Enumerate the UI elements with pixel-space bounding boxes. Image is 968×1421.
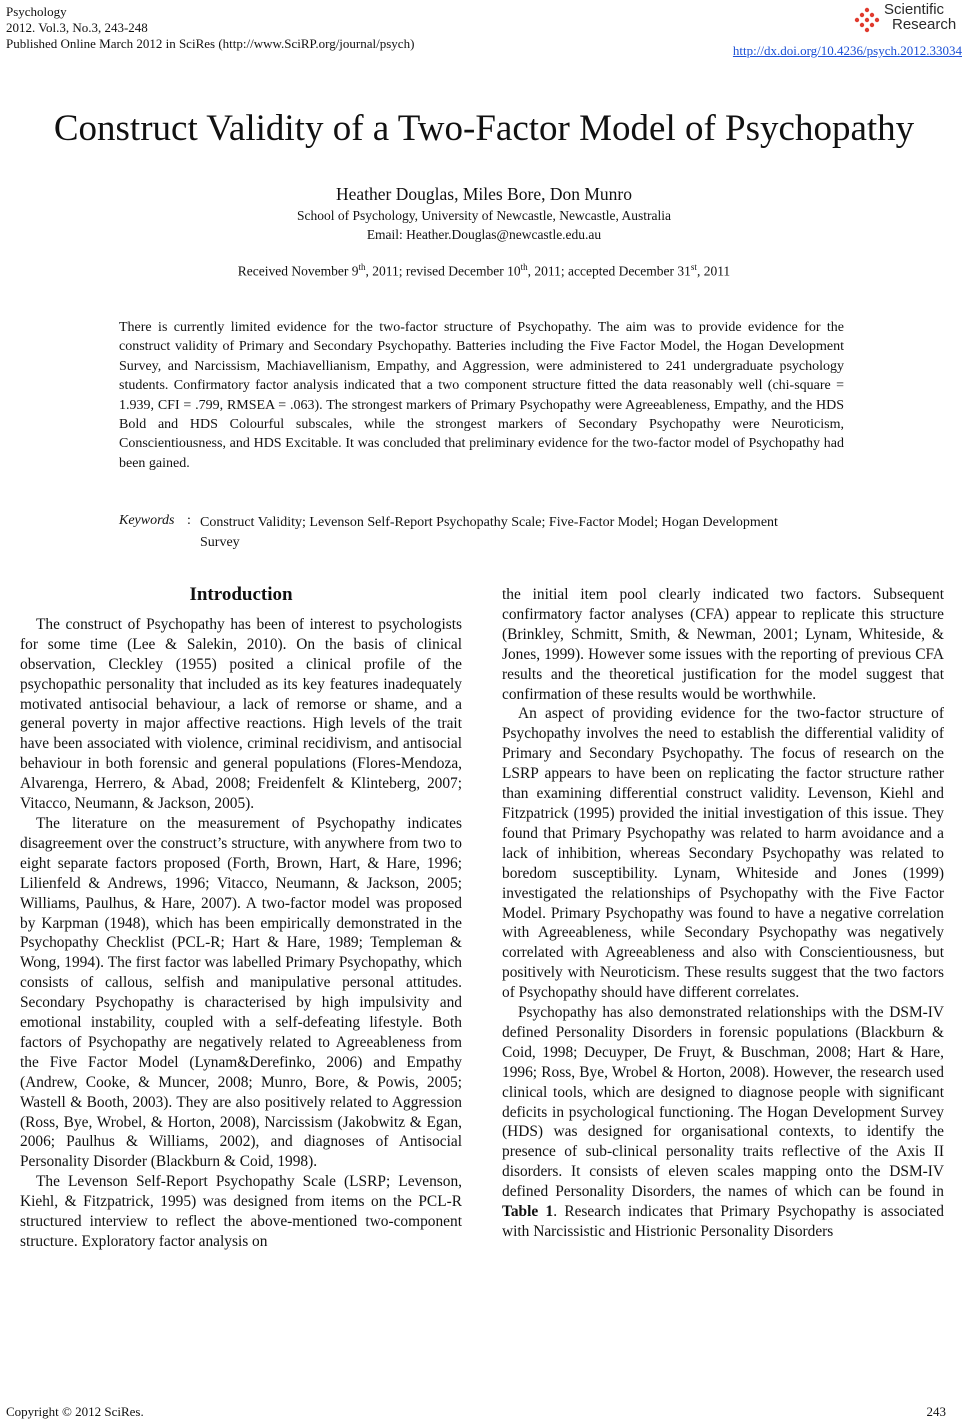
paragraph: The literature on the measurement of Psychopathy indicates disagreement over the construct’s structure, with anywhere from two to eight separate factors proposed (Forth, Brown, Hart, & Hare, 1996; Lilienfeld & Andrews, 1996; Vitacco, Neumann, & Jackson, 2005; Williams, Paulhus, & Hare, 2007). A two-factor model was proposed by Karpman (1948), which has been empirically demonstrated in the Psychopathy Checklist (PCL-R; Hart & Hare, 1989; Templeman & Wong, 1994). The first factor was labelled Primary Psychopathy, which consists of callous, selfish and manipulative personal attitudes. Secondary Psychopathy is characterised by high impulsivity and emotional instability, coupled with a self-defeating lifestyle. Both factors of Psychopathy are negatively related to Agreeableness from the Five Factor Model (Lynam&Derefinko, 2006) and Empathy (Andrew, Cooke, & Muncer, 2008; Munro, Bore, & Powis, 2005; Wastell & Booth, 2003). They are also positively related to Aggression (Ross, Bye, Wrobel, & Horton, 2008), Narcissism (Jakobwitz & Egan, 2006; Paulhus & Williams, 2002), and diagnoses of Antisocial Personality Disorder (Blackburn & Coid, 1998). — [20, 814, 462, 1171]
paragraph: Psychopathy has also demonstrated relationships with the DSM-IV defined Personality Disorders in forensic populations (Blackburn & Coid, 1998; Decuyper, De Fruyt, & Buschman, 2008; Hart & Hare, 1996; Ross, Bye, Wrobel & Horton, 2008). However, the research used clinical tools, which are designed to diagnose people with significant deficits in psychological functioning. The Hogan Development Survey (HDS) was designed for organisational contexts, to identify the presence of sub-clinical personality traits reflective of the Axis II disorders. It consists of eleven scales mapping onto the DSM-IV defined Personality Disorders, the names of which can be found in Table 1. Research indicates that Primary Psychopathy is associated with Narcissistic and Histrionic Personality Disorders — [502, 1004, 944, 1240]
abstract: There is currently limited evidence for the two-factor structure of Psychopathy. The aim was to provide evidence for the construct validity of Primary and Secondary Psychopathy. Batteries including the Five Factor Model, the Hogan Development Survey, and Narcissism, Machiavellianism, Empathy, and Aggression, were administered to 241 undergraduate psychology students. Confirmatory factor analysis indicated that a two component structure fitted the data reasonably well (chi-square = 1.939, CFI = .799, RMSEA = .063). The strongest markers of Primary Psychopathy were Agreeableness, Empathy, and the HDS Bold and HDS Colourful subscales, while the strongest markers of Secondary Psychopathy were Neuroticism, Conscientiousness, and HDS Excitable. It was concluded that preliminary evidence for the two-factor model of Psychopathy had been gained. — [119, 320, 844, 471]
introduction-heading: Introduction — [189, 584, 293, 605]
authors: Heather Douglas, Miles Bore, Don Munro — [336, 184, 632, 204]
left-column — [20, 585, 462, 1252]
logo-line-1: Scientific — [884, 1, 945, 18]
paragraph: the initial item pool clearly indicated two factors. Subsequent confirmatory factor analyses (CFA) appear to replicate this structure (Brinkley, Schmitt, Smith, & Newman, 2001; Lynam, Whiteside, & Jones, 1999). However some issues with the reporting of previous CFA results and the theoretical justification for the model suggest that confirmation of these results would be worthwhile. — [502, 586, 944, 703]
published-line: Published Online March 2012 in SciRes (http://www.SciRP.org/journal/psych) — [6, 36, 415, 51]
received-dates: Received November 9th, 2011; revised December 10th, 2011; accepted December 31st, 2011 — [237, 262, 731, 279]
journal-name: Psychology — [6, 4, 67, 19]
doi-link[interactable]: http://dx.doi.org/10.4236/psych.2012.33034 — [732, 43, 962, 58]
keywords-text: Construct Validity; Levenson Self-Report Psychopathy Scale; Five-Factor Model; Hogan Development Survey — [200, 515, 778, 550]
journal-header — [6, 4, 414, 52]
article-title: Construct Validity of a Two-Factor Model of Psychopathy — [53, 108, 915, 149]
keywords-colon: : — [187, 513, 191, 528]
scientific-research-logo — [852, 2, 962, 38]
affiliation: School of Psychology, University of Newcastle, Newcastle, Australia — [296, 208, 672, 223]
paragraph: The construct of Psychopathy has been of interest to psychologists for some time (Lee & Salekin, 2010). On the basis of clinical observation, Cleckley (1955) posited a clinical profile of the psychopathic personality that included as its key features inadequately motivated antisocial behaviour, a lack of remorse or shame, and a general poverty in major affective reactions. High levels of the trait have been associated with violence, criminal recidivism, and antisocial behaviour in both forensic and general populations (Flores-Mendoza, Alvarenga, Herrero, & Abad, 2008; Freidenfelt & Klinteberg, 2007; Vitacco, Neumann, & Jackson, 2005). — [20, 615, 462, 813]
right-column — [502, 585, 944, 1242]
author-email: Email: Heather.Douglas@newcastle.edu.au — [366, 227, 602, 242]
copyright: Copyright © 2012 SciRes. — [6, 1404, 144, 1419]
journal-volume: 2012. Vol.3, No.3, 243-248 — [6, 20, 148, 35]
logo-line-2: Research — [892, 16, 957, 33]
page-number: 243 — [926, 1404, 946, 1419]
paragraph: The Levenson Self-Report Psychopathy Scale (LSRP; Levenson, Kiehl, & Fitzpatrick, 1995) was designed from items on the PCL-R structured interview to reflect the above-mentioned two-component structure. Exploratory factor analysis on — [20, 1173, 462, 1250]
logo-dots-icon — [852, 6, 882, 36]
table-1-reference: Table 1 — [502, 1203, 554, 1221]
paragraph: An aspect of providing evidence for the two-factor structure of Psychopathy involves the need to establish the differential validity of Primary and Secondary Psychopathy. The focus of research on the LSRP appears to have been on replicating the factor structure rather than examining differential construct validity. Levenson, Kiehl and Fitzpatrick (1995) provided the initial investigation of this issue. They found that Primary Psychopathy was related to harm avoidance and a lack of inhibition, whereas Secondary Psychopathy was related to boredom susceptibility. Lynam, Whiteside and Jones (1999) investigated the relationships of Psychopathy with the Five Factor Model. Primary Psychopathy was found to have a negative correlation with Agreeableness, while Secondary Psychopathy was negatively correlated with Agreeableness and also with Conscientiousness, but positively with Neuroticism. These results suggest that the two factors of Psychopathy should have different correlates. — [502, 705, 944, 1002]
keywords-label: Keywords — [119, 513, 175, 528]
